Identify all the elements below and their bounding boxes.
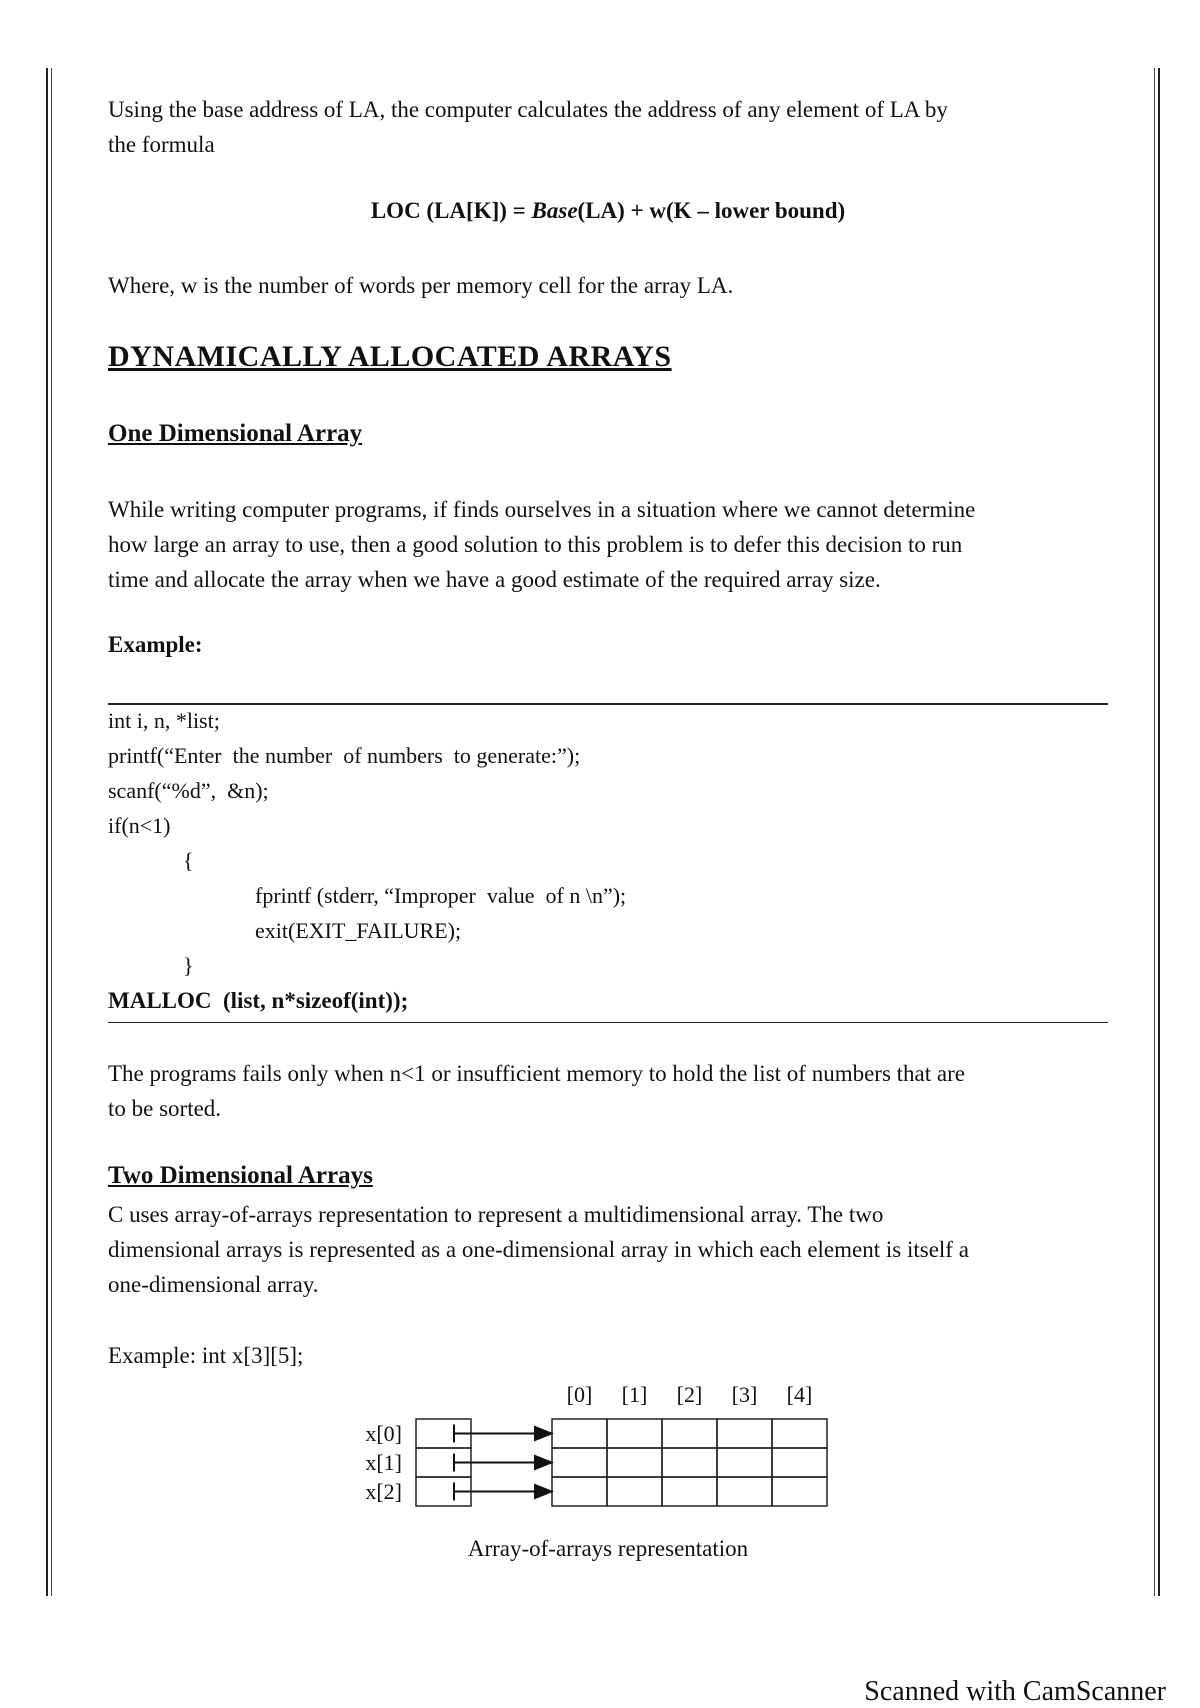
heading-one-dimensional-array: One Dimensional Array	[108, 420, 363, 447]
array-cell	[552, 1448, 607, 1477]
column-label: [0]	[566, 1382, 593, 1407]
heading-two-dimensional-arrays: Two Dimensional Arrays	[108, 1162, 373, 1189]
intro-line-2: the formula	[108, 132, 215, 157]
two-dim-para-line-3: one-dimensional array.	[108, 1272, 319, 1297]
example-label: Example:	[108, 632, 203, 657]
where-text: Where, w is the number of words per memory cell for the array LA.	[108, 273, 734, 298]
two-dim-para-line-2: dimensional arrays is represented as a one-dimensional array in which each element is itself a	[108, 1237, 969, 1262]
column-label: [3]	[731, 1382, 758, 1407]
address-formula	[108, 198, 1108, 224]
array-cell	[772, 1477, 827, 1506]
two-dim-example: Example: int x[3][5];	[108, 1343, 304, 1368]
row-label: x[2]	[365, 1479, 402, 1504]
row-label: x[0]	[365, 1421, 402, 1446]
array-cell	[662, 1419, 717, 1448]
pointer-cell	[416, 1419, 471, 1448]
two-dim-para-line-1: C uses array-of-arrays representation to represent a multidimensional array. The two	[108, 1202, 884, 1227]
diagram-caption: Array-of-arrays representation	[467, 1536, 749, 1561]
one-dim-para-line-1: While writing computer programs, if finds ourselves in a situation where we cannot determine	[108, 497, 976, 522]
column-label: [2]	[676, 1382, 703, 1407]
one-dim-para-line-2: how large an array to use, then a good solution to this problem is to defer this decision to run	[108, 532, 963, 557]
formula-base: Base	[531, 198, 578, 223]
heading-dynamically-allocated-arrays: DYNAMICALLY ALLOCATED ARRAYS	[108, 340, 672, 373]
code-top-rule	[108, 703, 1108, 705]
array-cell	[662, 1477, 717, 1506]
code-line-2: printf(“Enter the number of numbers to generate:”);	[108, 743, 581, 768]
code-line-4: if(n<1)	[108, 813, 171, 838]
formula-right: (LA) + w(K – lower bound)	[577, 198, 846, 223]
array-cell	[772, 1419, 827, 1448]
array-cell	[607, 1477, 662, 1506]
camscanner-watermark: Scanned with CamScanner	[864, 1676, 1166, 1707]
array-cell	[717, 1419, 772, 1448]
array-cell	[552, 1477, 607, 1506]
code-line-5: {	[183, 848, 194, 873]
code-line-7: exit(EXIT_FAILURE);	[255, 918, 462, 943]
array-cell	[607, 1448, 662, 1477]
one-dim-para-line-3: time and allocate the array when we have a good estimate of the required array size.	[108, 567, 881, 592]
after-code-line-1: The programs fails only when n<1 or insufficient memory to hold the list of numbers that are	[108, 1061, 965, 1086]
column-label: [1]	[621, 1382, 648, 1407]
code-bottom-rule	[108, 1022, 1108, 1023]
code-line-3: scanf(“%d”, &n);	[108, 778, 269, 803]
code-malloc-line: MALLOC (list, n*sizeof(int));	[108, 988, 409, 1013]
page-border-right	[1154, 68, 1160, 1596]
array-cell	[717, 1477, 772, 1506]
page-border-left	[46, 68, 52, 1596]
array-cell	[607, 1419, 662, 1448]
after-code-line-2: to be sorted.	[108, 1096, 222, 1121]
pointer-cell	[416, 1448, 471, 1477]
pointer-cell	[416, 1477, 471, 1506]
code-line-8: }	[183, 953, 194, 978]
row-label: x[1]	[365, 1450, 402, 1475]
array-cell	[552, 1419, 607, 1448]
intro-line-1: Using the base address of LA, the computer calculates the address of any element of LA by	[108, 97, 948, 122]
code-line-1: int i, n, *list;	[108, 708, 220, 733]
formula-left: LOC (LA[K]) =	[370, 198, 532, 223]
code-line-6: fprintf (stderr, “Improper value of n \n”);	[255, 883, 627, 908]
array-cell	[717, 1448, 772, 1477]
array-cell	[662, 1448, 717, 1477]
array-cell	[772, 1448, 827, 1477]
column-label: [4]	[786, 1382, 813, 1407]
